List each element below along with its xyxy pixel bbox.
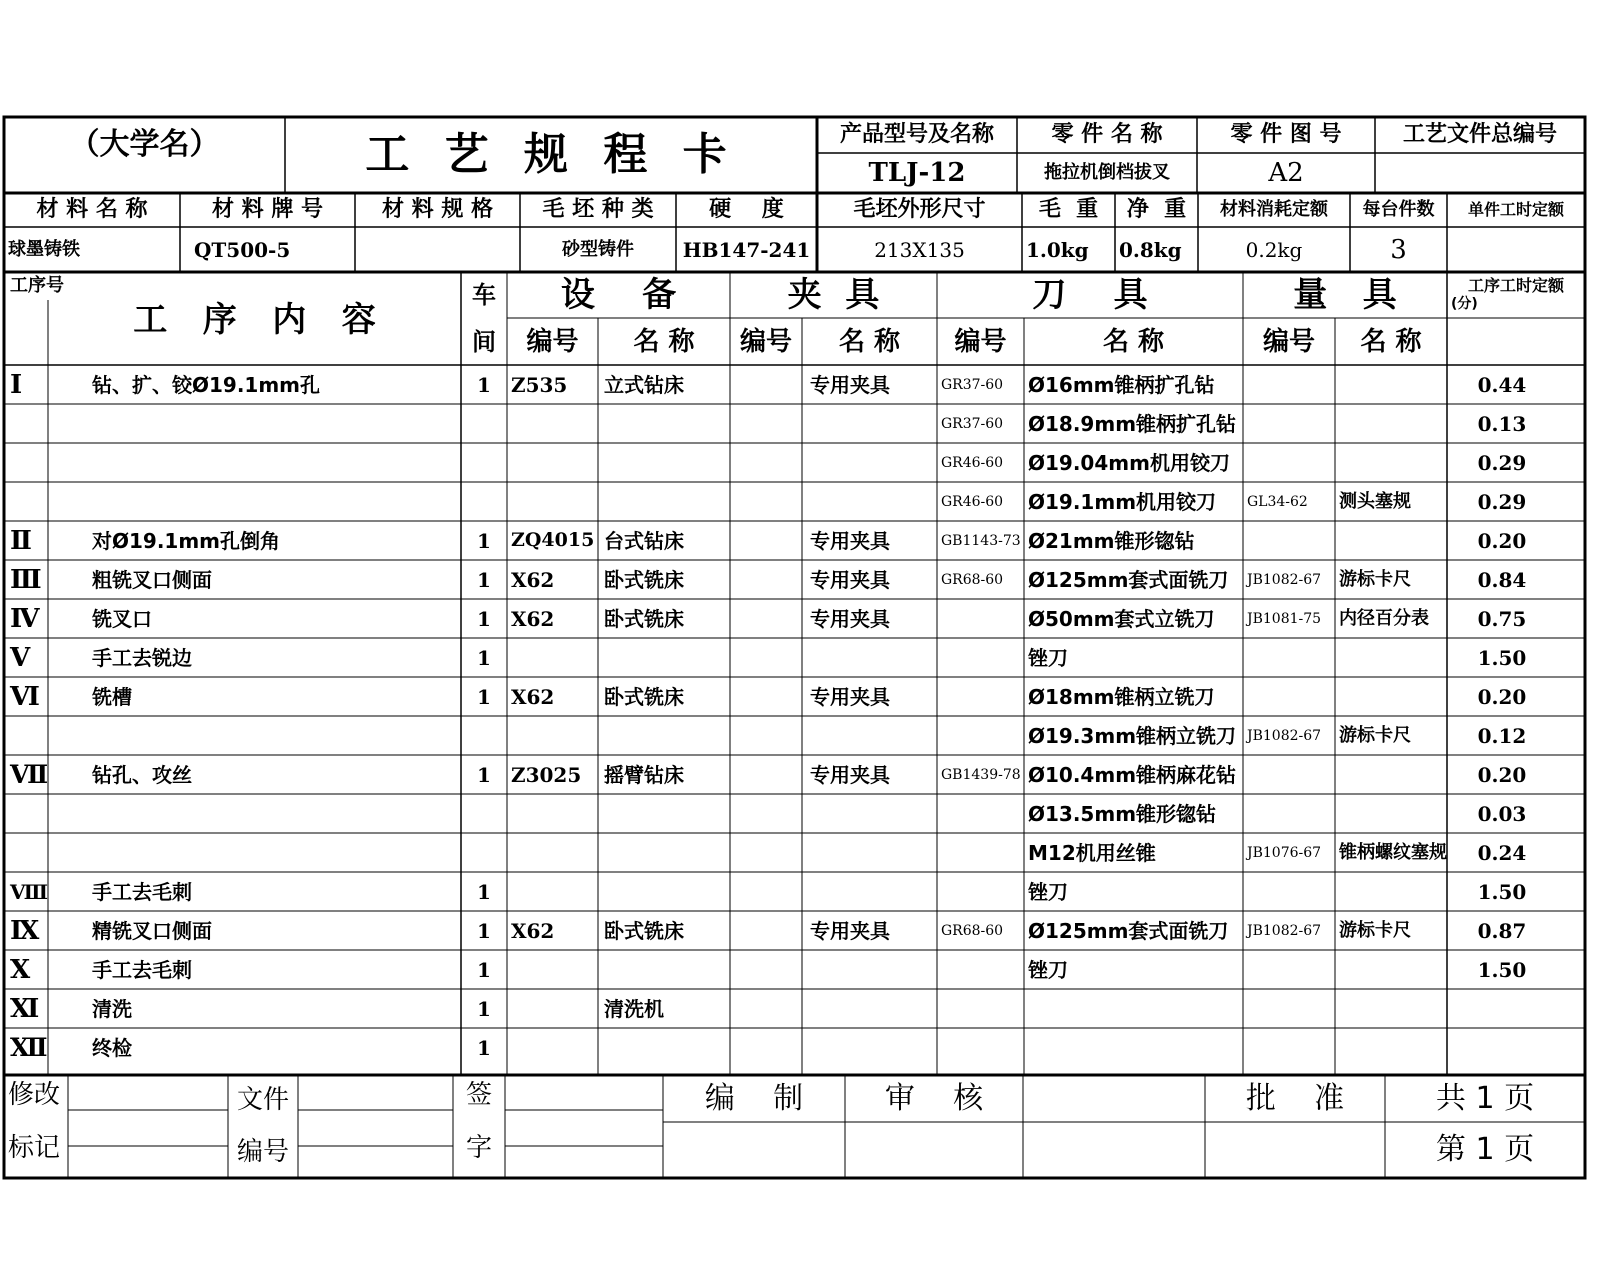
op-time: 0.75 — [1477, 606, 1527, 631]
fixture-name: 专用夹具 — [810, 567, 890, 592]
op-time: 0.44 — [1477, 372, 1527, 397]
fixture-no — [730, 989, 802, 1028]
workshop: 1 — [477, 528, 491, 553]
workshop: 1 — [477, 645, 491, 670]
op-time: 0.87 — [1477, 918, 1527, 943]
op-content: 钻、扩、铰Ø19.1mm孔 — [92, 372, 321, 397]
workshop-header-top: 车 — [472, 281, 496, 309]
fixture-name — [806, 716, 937, 755]
fixture-no — [730, 521, 802, 560]
op-number — [6, 443, 48, 482]
fixture-no — [730, 404, 802, 443]
op-number: Ⅴ — [10, 642, 31, 673]
workshop: 1 — [477, 762, 491, 787]
equipment-name: 卧式铣床 — [604, 684, 684, 709]
tool-name — [1024, 1028, 1243, 1067]
tool-no — [937, 989, 1024, 1028]
fixture-name: 专用夹具 — [810, 684, 890, 709]
op-content: 终检 — [92, 1035, 132, 1060]
op-content: 手工去毛刺 — [92, 879, 192, 904]
tool-no: GB1439-78 — [941, 766, 1021, 783]
op-time: 1.50 — [1477, 879, 1527, 904]
tool-no: GR46-60 — [941, 493, 1004, 510]
fixture-header: 夹 具 — [787, 275, 880, 315]
gauge-name: 测头塞规 — [1339, 490, 1411, 512]
card-title: 工 艺 规 程 卡 — [365, 129, 737, 180]
equipment-name — [600, 950, 730, 989]
op-number: Ⅶ — [10, 760, 49, 789]
fixture-no — [730, 365, 802, 404]
gross-weight-label: 毛 重 — [1038, 197, 1099, 222]
tool-name: Ø18mm锥柄立铣刀 — [1028, 684, 1215, 709]
material-grade-label: 材 料 牌 号 — [212, 197, 323, 222]
equipment-name — [600, 716, 730, 755]
equipment-no — [507, 1028, 598, 1067]
product-value: TLJ-12 — [868, 158, 966, 188]
tool-no: GR46-60 — [941, 454, 1004, 471]
workshop: 1 — [477, 1035, 491, 1060]
op-number: Ⅷ — [10, 879, 48, 904]
part-drawing-value: A2 — [1268, 158, 1304, 188]
compile-label: 编 制 — [704, 1080, 804, 1116]
op-content — [88, 833, 461, 872]
tool-name: Ø19.3mm锥柄立铣刀 — [1028, 723, 1237, 748]
gauge-name — [1335, 443, 1447, 482]
workshop — [461, 833, 507, 872]
net-weight-value: 0.8kg — [1119, 237, 1182, 262]
consumption-value: 0.2kg — [1245, 237, 1303, 262]
op-time-unit: (分) — [1451, 296, 1478, 312]
op-time-header: 工序工时定额 — [1467, 276, 1564, 295]
tool-no: GB1143-73 — [941, 532, 1021, 549]
fixture-name: 专用夹具 — [810, 372, 890, 397]
tool-name: 锉刀 — [1028, 879, 1068, 904]
gauge-no — [1243, 950, 1335, 989]
fixture-no — [730, 599, 802, 638]
op-number: Ⅺ — [10, 993, 40, 1024]
university-name: （大学名） — [69, 127, 220, 162]
material-spec-value — [355, 227, 520, 272]
gauge-name: 游标卡尺 — [1339, 568, 1411, 590]
file-label: 文件 — [236, 1085, 289, 1115]
gauge-name — [1335, 755, 1447, 794]
op-number: Ⅰ — [10, 369, 23, 400]
tool-name: Ø10.4mm锥柄麻花钻 — [1028, 762, 1237, 787]
equipment-no — [507, 482, 598, 521]
op-time: 0.20 — [1477, 762, 1527, 787]
sign-label-bottom: 字 — [465, 1133, 492, 1163]
net-weight-label: 净 重 — [1126, 197, 1187, 222]
blank-size-value: 213X135 — [874, 237, 965, 262]
op-number-header: 工序号 — [10, 275, 64, 296]
gauge-no — [1243, 872, 1335, 911]
workshop — [461, 404, 507, 443]
equipment-no: X62 — [511, 606, 555, 631]
equipment-no — [507, 989, 598, 1028]
gauge-name — [1335, 794, 1447, 833]
gauge-name — [1335, 404, 1447, 443]
tool-name: Ø21mm锥形锪钻 — [1028, 528, 1195, 553]
tool-name: M12机用丝锥 — [1028, 840, 1156, 865]
gauge-no — [1243, 794, 1335, 833]
op-number — [6, 404, 48, 443]
gauge-no — [1243, 365, 1335, 404]
tool-no — [937, 872, 1024, 911]
fixture-name-header: 名 称 — [838, 326, 901, 357]
fixture-name: 专用夹具 — [810, 528, 890, 553]
equipment-no: Z535 — [511, 372, 568, 397]
fixture-no — [730, 911, 802, 950]
fixture-no — [730, 638, 802, 677]
gauge-name-header: 名 称 — [1360, 326, 1422, 357]
fixture-name: 专用夹具 — [810, 918, 890, 943]
equipment-header: 设 备 — [560, 275, 677, 315]
op-number: Ⅵ — [10, 681, 40, 712]
equipment-no — [507, 404, 598, 443]
fixture-no-header: 编号 — [739, 326, 792, 357]
op-content — [88, 794, 461, 833]
total-pages: 共 1 页 — [1435, 1080, 1535, 1116]
equipment-name — [600, 872, 730, 911]
equipment-name: 台式钻床 — [604, 528, 684, 553]
workshop: 1 — [477, 606, 491, 631]
fixture-name: 专用夹具 — [810, 762, 890, 787]
op-time: 0.12 — [1477, 723, 1527, 748]
modify-label: 修改 — [8, 1080, 61, 1110]
op-content: 清洗 — [92, 996, 132, 1021]
gauge-name — [1335, 989, 1447, 1028]
op-time: 0.29 — [1477, 450, 1527, 475]
blank-type-value: 砂型铸件 — [562, 238, 634, 260]
equipment-name: 卧式铣床 — [604, 606, 684, 631]
equipment-no: X62 — [511, 684, 555, 709]
gauge-name — [1335, 1028, 1447, 1067]
tool-no — [937, 638, 1024, 677]
part-drawing-label: 零 件 图 号 — [1230, 122, 1342, 147]
tool-name-header: 名 称 — [1102, 326, 1165, 357]
op-content — [88, 482, 461, 521]
tool-name: 锉刀 — [1028, 957, 1068, 982]
op-time — [1447, 989, 1557, 1028]
workshop: 1 — [477, 684, 491, 709]
op-content: 手工去锐边 — [92, 645, 192, 670]
equipment-no: X62 — [511, 918, 555, 943]
op-number: Ⅻ — [10, 1033, 48, 1062]
op-time: 0.20 — [1477, 528, 1527, 553]
op-time: 0.13 — [1477, 411, 1527, 436]
tool-no: GR68-60 — [941, 571, 1004, 588]
fixture-name — [806, 482, 937, 521]
tool-no-header: 编号 — [954, 326, 1007, 357]
fixture-no — [730, 950, 802, 989]
tool-no: GR68-60 — [941, 922, 1004, 939]
op-number — [6, 482, 48, 521]
gauge-no — [1243, 1028, 1335, 1067]
fixture-name — [806, 989, 937, 1028]
mark-label: 标记 — [8, 1133, 61, 1163]
gross-weight-value: 1.0kg — [1026, 237, 1089, 262]
sign-label-top: 签 — [465, 1080, 492, 1110]
fixture-no — [730, 794, 802, 833]
blank-size-label: 毛坯外形尺寸 — [853, 197, 986, 222]
fixture-name — [806, 638, 937, 677]
fixture-name — [806, 950, 937, 989]
tool-no — [937, 950, 1024, 989]
equipment-name — [600, 443, 730, 482]
tool-no — [937, 794, 1024, 833]
op-content: 精铣叉口侧面 — [92, 918, 212, 943]
op-content — [88, 443, 461, 482]
equipment-name: 清洗机 — [604, 996, 664, 1021]
equipment-no — [507, 443, 598, 482]
fixture-no — [730, 443, 802, 482]
review-label: 审 核 — [884, 1080, 984, 1116]
tool-name: Ø125mm套式面铣刀 — [1028, 918, 1229, 943]
consumption-label: 材料消耗定额 — [1220, 199, 1328, 220]
equipment-no: ZQ4015 — [511, 529, 595, 551]
op-content-header: 工 序 内 容 — [133, 300, 376, 340]
fixture-name — [806, 872, 937, 911]
op-time: 1.50 — [1477, 645, 1527, 670]
tool-name: Ø16mm锥柄扩孔钻 — [1028, 372, 1215, 397]
tool-name: Ø19.04mm机用铰刀 — [1028, 450, 1230, 475]
gauge-no: JB1082-67 — [1247, 571, 1322, 588]
fixture-name — [806, 443, 937, 482]
workshop — [461, 716, 507, 755]
equipment-name — [600, 833, 730, 872]
gauge-no — [1243, 677, 1335, 716]
gauge-no: JB1082-67 — [1247, 922, 1322, 939]
equipment-name: 立式钻床 — [604, 372, 684, 397]
gauge-no-header: 编号 — [1262, 326, 1315, 357]
op-time: 0.84 — [1477, 567, 1527, 592]
fixture-no — [730, 833, 802, 872]
material-name-label: 材 料 名 称 — [36, 197, 148, 222]
equipment-no: X62 — [511, 567, 555, 592]
page-number: 第 1 页 — [1435, 1132, 1535, 1167]
op-number — [6, 716, 48, 755]
tool-name: Ø18.9mm锥柄扩孔钻 — [1028, 411, 1237, 436]
gauge-name — [1335, 365, 1447, 404]
op-content: 钻孔、攻丝 — [92, 762, 192, 787]
tool-no — [937, 599, 1024, 638]
op-content: 铣槽 — [92, 684, 132, 709]
gauge-no: JB1082-67 — [1247, 727, 1322, 744]
approve-label: 批 准 — [1245, 1080, 1345, 1116]
op-content: 对Ø19.1mm孔倒角 — [92, 528, 281, 553]
fixture-name — [806, 1028, 937, 1067]
gauge-name — [1335, 677, 1447, 716]
number-label: 编号 — [236, 1137, 289, 1167]
part-name-value: 拖拉机倒档拔叉 — [1044, 162, 1170, 183]
equipment-no — [507, 872, 598, 911]
op-number: Ⅳ — [10, 603, 40, 634]
op-time: 0.24 — [1477, 840, 1527, 865]
workshop: 1 — [477, 372, 491, 397]
tool-no — [937, 677, 1024, 716]
fixture-name — [806, 794, 937, 833]
tool-no: GR37-60 — [941, 376, 1004, 393]
gauge-name: 游标卡尺 — [1339, 919, 1411, 941]
doc-number-value — [1375, 153, 1585, 193]
equipment-no — [507, 950, 598, 989]
equipment-name: 摇臂钻床 — [604, 762, 684, 787]
tool-header: 刀 具 — [1032, 275, 1148, 315]
op-number — [6, 833, 48, 872]
op-time: 0.20 — [1477, 684, 1527, 709]
workshop — [461, 443, 507, 482]
gauge-no — [1243, 755, 1335, 794]
fixture-no — [730, 677, 802, 716]
op-time — [1447, 1028, 1557, 1067]
gauge-header: 量 具 — [1293, 275, 1397, 315]
fixture-name: 专用夹具 — [810, 606, 890, 631]
tool-name: Ø13.5mm锥形锪钻 — [1028, 801, 1217, 826]
op-number: Ⅲ — [10, 564, 42, 595]
gauge-no — [1243, 404, 1335, 443]
gauge-name — [1335, 872, 1447, 911]
part-name-label: 零 件 名 称 — [1051, 122, 1163, 147]
gauge-no — [1243, 443, 1335, 482]
gauge-name — [1335, 950, 1447, 989]
unit-time-label: 单件工时定额 — [1467, 200, 1564, 219]
material-grade-value: QT500-5 — [194, 237, 291, 262]
op-content: 粗铣叉口侧面 — [92, 567, 212, 592]
fixture-no — [730, 1028, 802, 1067]
equipment-name — [600, 794, 730, 833]
fixture-name — [806, 833, 937, 872]
gauge-name: 游标卡尺 — [1339, 724, 1411, 746]
tool-no — [937, 833, 1024, 872]
op-number: Ⅱ — [10, 525, 32, 556]
hardness-value: HB147-241 — [682, 237, 811, 262]
gauge-no: JB1081-75 — [1247, 610, 1322, 627]
tool-no — [937, 716, 1024, 755]
per-unit-value: 3 — [1390, 234, 1407, 265]
op-content: 铣叉口 — [92, 606, 152, 631]
tool-name — [1024, 989, 1243, 1028]
gauge-name — [1335, 521, 1447, 560]
fixture-no — [730, 560, 802, 599]
equipment-name — [600, 482, 730, 521]
gauge-name: 锥柄螺纹塞规 — [1339, 841, 1447, 863]
equipment-no — [507, 794, 598, 833]
equipment-no: Z3025 — [511, 762, 582, 787]
gauge-name — [1335, 638, 1447, 677]
op-number: Ⅹ — [10, 954, 31, 985]
equipment-name — [600, 1028, 730, 1067]
gauge-no: GL34-62 — [1247, 493, 1308, 510]
tool-name: Ø50mm套式立铣刀 — [1028, 606, 1215, 631]
workshop: 1 — [477, 567, 491, 592]
equipment-name-header: 名 称 — [633, 326, 695, 357]
gauge-no: JB1076-67 — [1247, 844, 1322, 861]
equipment-name: 卧式铣床 — [604, 567, 684, 592]
gauge-name: 内径百分表 — [1339, 607, 1429, 629]
op-time: 0.29 — [1477, 489, 1527, 514]
fixture-no — [730, 872, 802, 911]
fixture-no — [730, 716, 802, 755]
gauge-no — [1243, 989, 1335, 1028]
doc-number-label: 工艺文件总编号 — [1402, 122, 1557, 147]
workshop: 1 — [477, 996, 491, 1021]
tool-name: Ø19.1mm机用铰刀 — [1028, 489, 1217, 514]
gauge-no — [1243, 638, 1335, 677]
op-number: Ⅸ — [10, 915, 40, 946]
tool-name: 锉刀 — [1028, 645, 1068, 670]
equipment-no — [507, 638, 598, 677]
workshop — [461, 794, 507, 833]
op-time: 1.50 — [1477, 957, 1527, 982]
op-content — [88, 716, 461, 755]
equipment-name — [600, 638, 730, 677]
blank-type-label: 毛 坯 种 类 — [542, 197, 654, 222]
product-label: 产品型号及名称 — [839, 122, 994, 147]
fixture-no — [730, 755, 802, 794]
tool-no: GR37-60 — [941, 415, 1004, 432]
equipment-no — [507, 716, 598, 755]
tool-name: Ø125mm套式面铣刀 — [1028, 567, 1229, 592]
workshop: 1 — [477, 918, 491, 943]
workshop: 1 — [477, 879, 491, 904]
op-time: 0.03 — [1477, 801, 1527, 826]
hardness-label: 硬 度 — [709, 197, 784, 222]
equipment-no-header: 编号 — [526, 326, 579, 357]
per-unit-label: 每台件数 — [1362, 199, 1435, 220]
equipment-name: 卧式铣床 — [604, 918, 684, 943]
op-content — [88, 404, 461, 443]
gauge-no — [1243, 521, 1335, 560]
tool-no — [937, 1028, 1024, 1067]
workshop — [461, 482, 507, 521]
op-content: 手工去毛刺 — [92, 957, 192, 982]
equipment-no — [507, 833, 598, 872]
op-number — [6, 794, 48, 833]
material-name-value: 球墨铸铁 — [8, 238, 80, 260]
fixture-name — [806, 404, 937, 443]
fixture-no — [730, 482, 802, 521]
equipment-name — [600, 404, 730, 443]
material-spec-label: 材 料 规 格 — [382, 197, 493, 222]
workshop-header-bottom: 间 — [472, 327, 496, 356]
workshop: 1 — [477, 957, 491, 982]
